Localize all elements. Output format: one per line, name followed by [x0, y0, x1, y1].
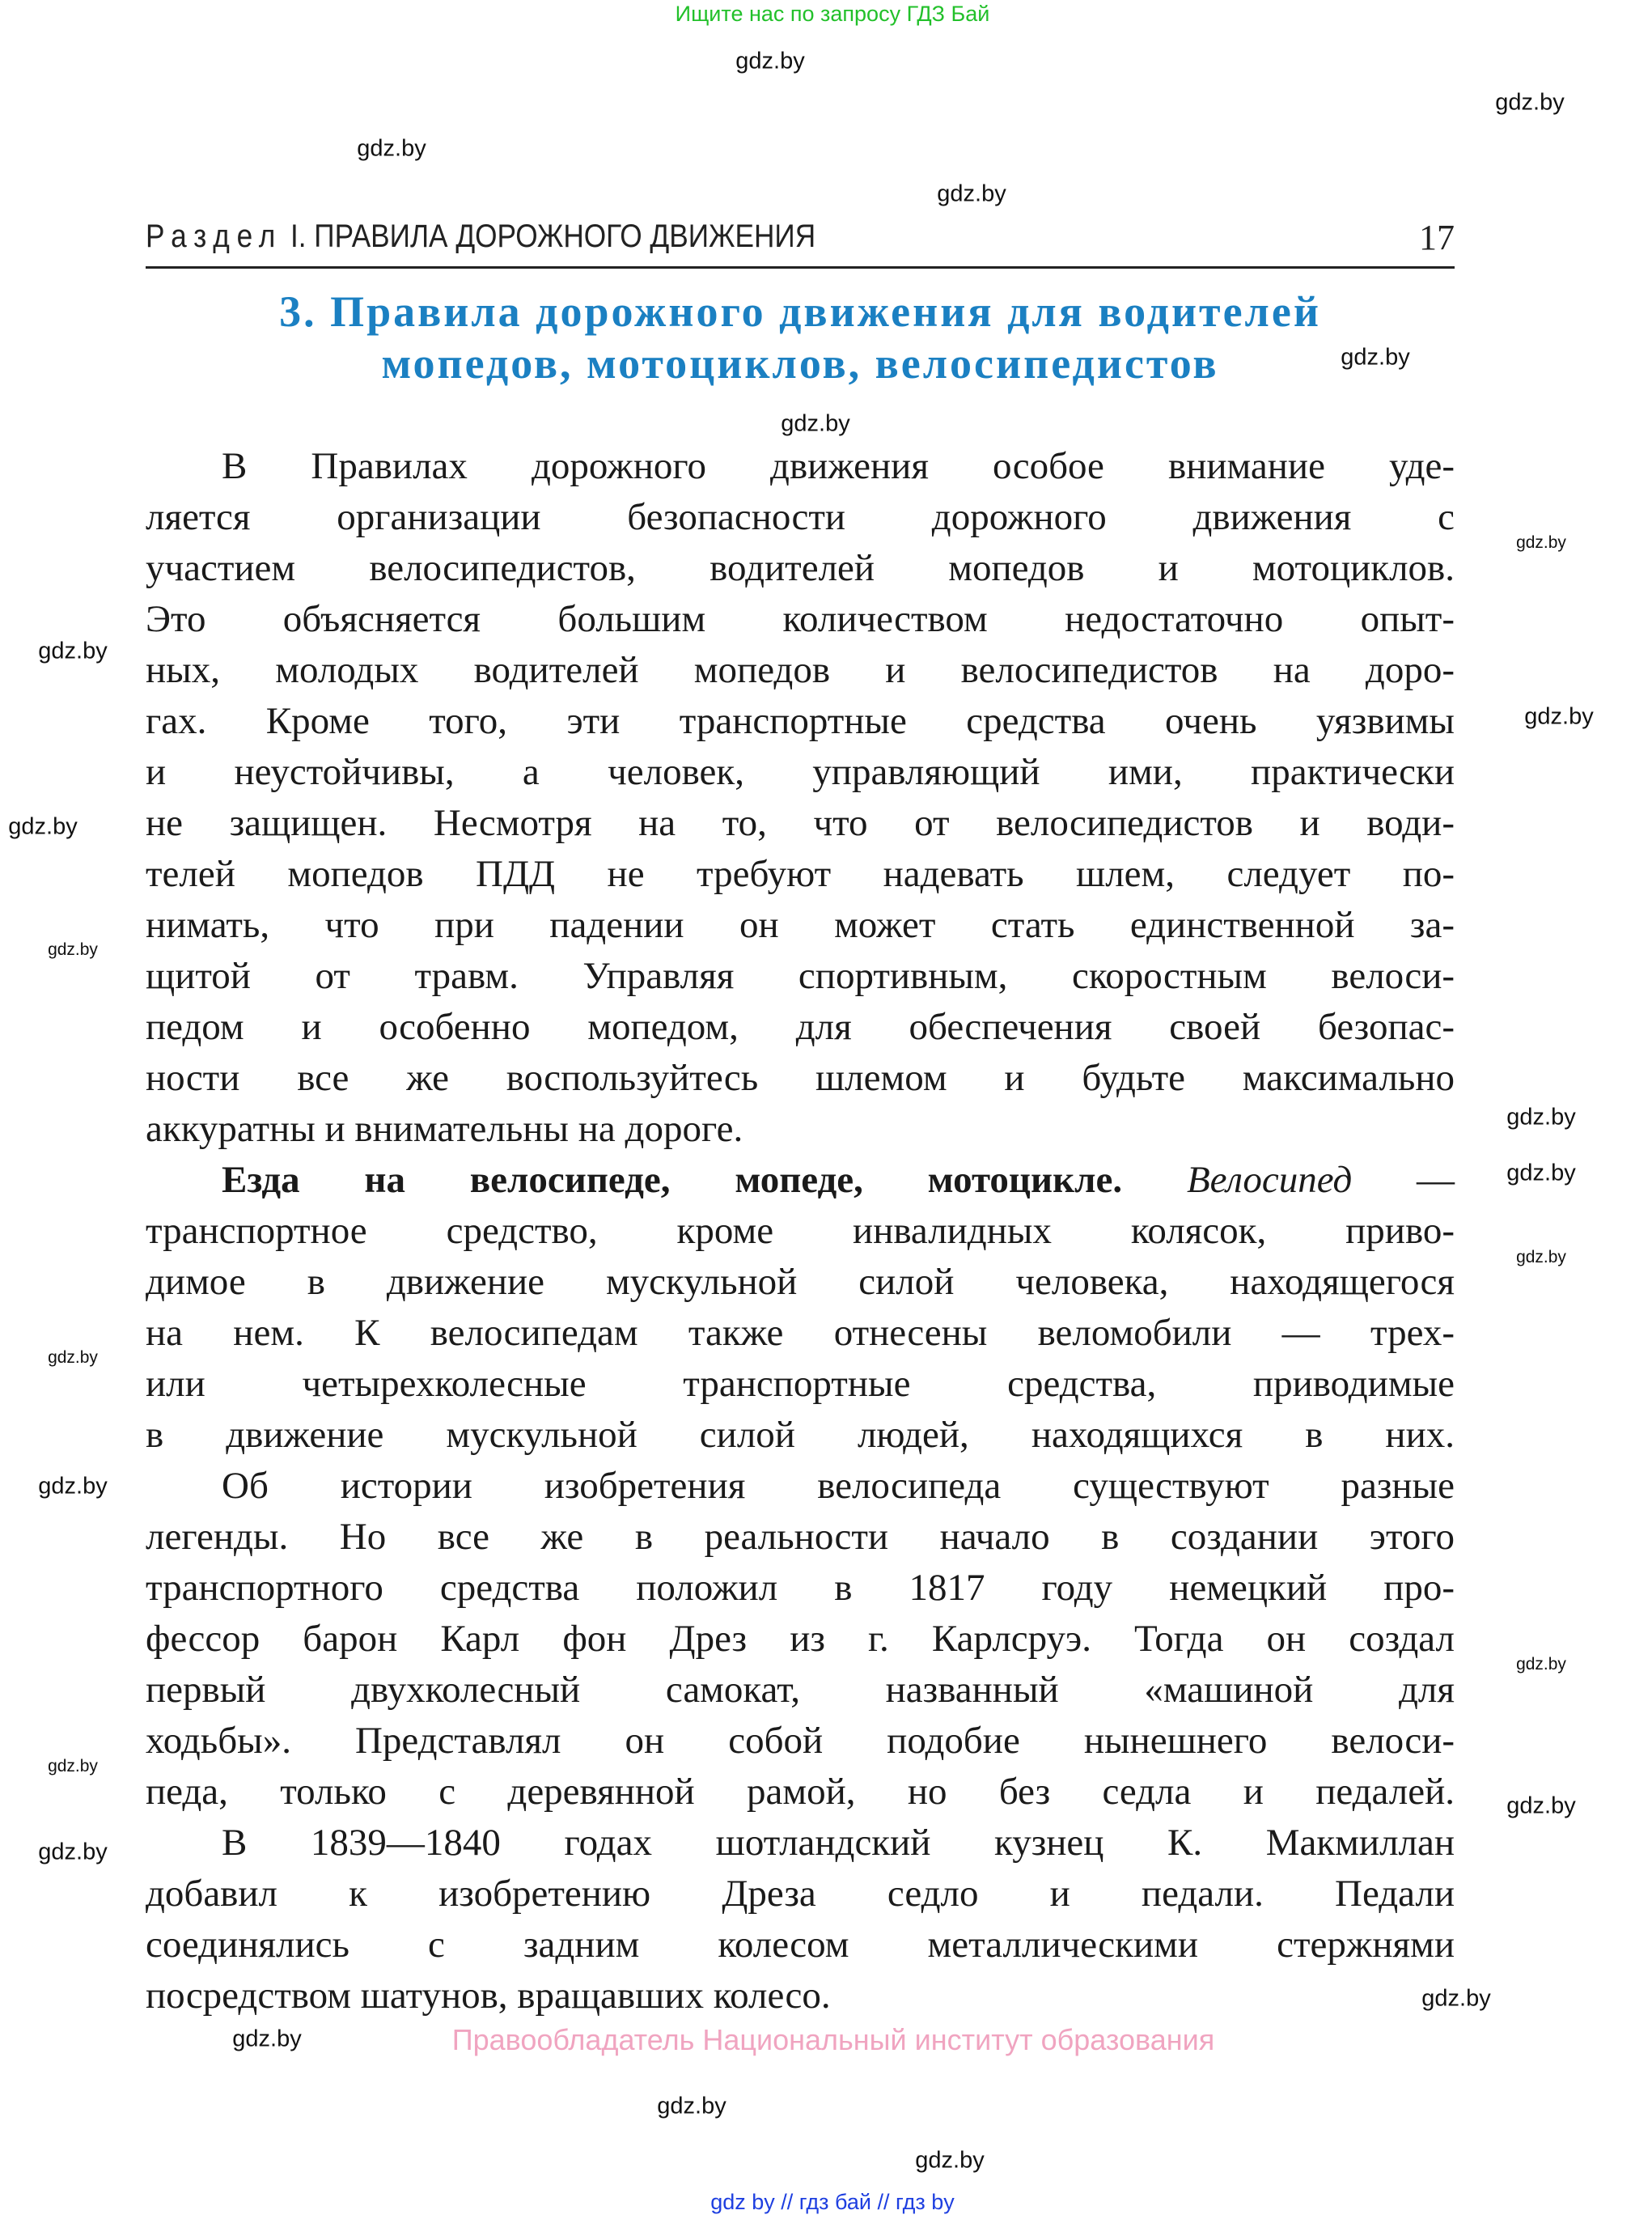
text-line: добавил к изобретению Дреза седло и педали. Педали	[146, 1873, 1455, 1915]
watermark: gdz.by	[1506, 1792, 1576, 1819]
watermark: gdz.by	[657, 2093, 726, 2119]
watermark: gdz.by	[8, 813, 78, 840]
watermark: gdz.by	[38, 638, 108, 664]
heading-italic: Велосипед	[1186, 1159, 1353, 1201]
watermark: gdz.by	[1495, 89, 1565, 116]
text-line: участием велосипедистов, водителей мопедов и мотоциклов.	[146, 547, 1455, 589]
text-line: ходьбы». Представлял он собой подобие нынешнего велоси-	[146, 1720, 1455, 1762]
watermark: gdz.by	[38, 1473, 108, 1500]
text-line: в движение мускульной силой людей, находящихся в них.	[146, 1414, 1455, 1456]
paragraph-heading-line	[146, 1157, 1455, 1208]
watermark: gdz.by	[48, 1348, 98, 1367]
text-line: на нем. К велосипедам также отнесены веломобили — трех-	[146, 1312, 1455, 1354]
text-line: и неустойчивы, а человек, управляющий ими, практически	[146, 751, 1455, 793]
watermark: gdz.by	[1524, 703, 1594, 730]
text-line: фессор барон Карл фон Дрез из г. Карлсруэ. Тогда он создал	[146, 1618, 1455, 1660]
copyright-notice: Правообладатель Национальный институт образования	[451, 2023, 1215, 2056]
text-line: Это объясняется большим количеством недостаточно опыт-	[146, 598, 1455, 640]
text-line: посредством шатунов, вращавших колесо.	[146, 1975, 831, 2017]
text-line: педом и особенно мопедом, для обеспечения своей безопас-	[146, 1006, 1455, 1048]
text-line: гах. Кроме того, эти транспортные средства очень уязвимы	[146, 700, 1455, 742]
watermark: gdz.by	[1516, 1655, 1566, 1674]
text-line: не защищен. Несмотря на то, что от велосипедистов и води-	[146, 802, 1455, 844]
watermark: gdz.by	[735, 48, 805, 74]
text-line: транспортное средство, кроме инвалидных колясок, приво-	[146, 1210, 1455, 1252]
text-line: щитой от травм. Управляя спортивным, скоростным велоси-	[146, 955, 1455, 997]
watermark: gdz.by	[915, 2147, 985, 2174]
text-line: педа, только с деревянной рамой, но без седла и педалей.	[146, 1771, 1455, 1813]
watermark: gdz.by	[357, 135, 426, 162]
text-line: легенды. Но все же в реальности начало в создании этого	[146, 1516, 1455, 1558]
text-line: В Правилах дорожного движения особое внимание уде-	[222, 445, 1455, 487]
watermark: gdz.by	[937, 180, 1006, 207]
text-line: В 1839—1840 годах шотландский кузнец К. Макмиллан	[222, 1822, 1455, 1864]
watermark: gdz.by	[1506, 1160, 1576, 1186]
section-title: I. ПРАВИЛА ДОРОЖНОГО ДВИЖЕНИЯ	[290, 218, 816, 254]
chapter-title-line-2: мопедов, мотоциклов, велосипедистов	[381, 339, 1219, 388]
watermark: gdz.by	[1516, 1248, 1566, 1266]
watermark: gdz.by	[48, 1757, 98, 1775]
heading-tail: —	[1417, 1159, 1455, 1201]
header-rule	[146, 266, 1455, 269]
text-line: телей мопедов ПДД не требуют надевать шлем, следует по-	[146, 853, 1455, 895]
text-line: или четырехколесные транспортные средства, приводимые	[146, 1363, 1455, 1405]
watermark: gdz.by	[1506, 1104, 1576, 1131]
chapter-title-line-1: 3. Правила дорожного движения для водителей	[279, 287, 1321, 336]
watermark: gdz.by	[232, 2026, 302, 2052]
section-label: Раздел	[146, 218, 283, 254]
text-line: нимать, что при падении он может стать единственной за-	[146, 904, 1455, 946]
page-number: 17	[1419, 218, 1455, 257]
text-line: транспортного средства положил в 1817 году немецкий про-	[146, 1567, 1455, 1609]
footer-links[interactable]: gdz by // гдз бай // гдз by	[710, 2190, 955, 2214]
watermark: gdz.by	[38, 1839, 108, 1865]
text-line: Об истории изобретения велосипеда существуют разные	[222, 1465, 1455, 1507]
body-text	[146, 443, 1455, 2024]
search-hint-banner: Ищите нас по запросу ГДЗ Бай	[675, 2, 990, 26]
text-line: ляется организации безопасности дорожного движения с	[146, 496, 1455, 538]
text-line: первый двухколесный самокат, названный «машиной для	[146, 1669, 1455, 1711]
text-line: аккуратны и внимательны на дороге.	[146, 1108, 743, 1150]
heading-bold: Езда на велосипеде, мопеде, мотоцикле.	[222, 1159, 1123, 1201]
watermark: gdz.by	[1341, 344, 1410, 371]
text-line: соединялись с задним колесом металлическими стержнями	[146, 1924, 1455, 1966]
watermark: gdz.by	[781, 410, 850, 437]
text-line: ности все же воспользуйтесь шлемом и будьте максимально	[146, 1057, 1455, 1099]
text-line: ных, молодых водителей мопедов и велосипедистов на доро-	[146, 649, 1455, 691]
text-line: димое в движение мускульной силой человека, находящегося	[146, 1261, 1455, 1303]
running-header	[146, 218, 815, 255]
watermark: gdz.by	[1421, 1985, 1491, 2012]
watermark: gdz.by	[1516, 533, 1566, 552]
watermark: gdz.by	[48, 940, 98, 959]
